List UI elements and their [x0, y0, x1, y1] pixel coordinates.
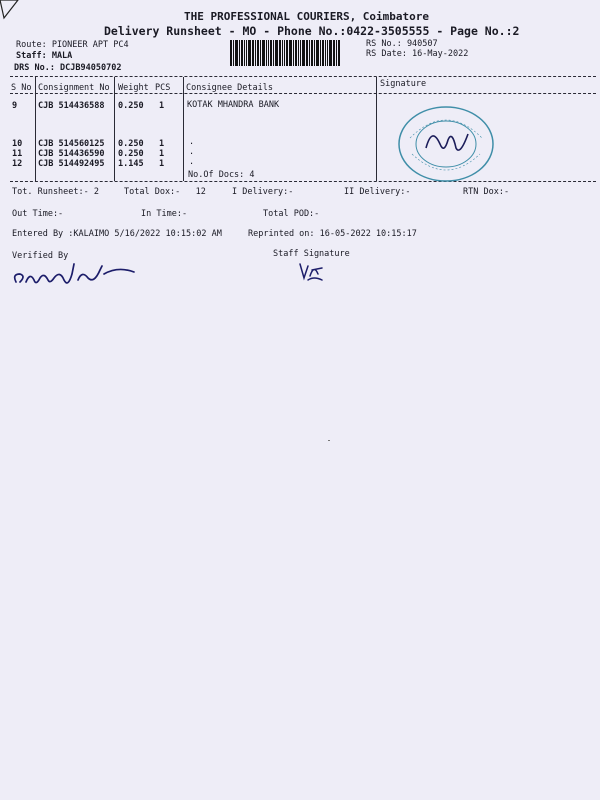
table-row-weight: 0.250: [118, 101, 144, 111]
verified-by-label: Verified By: [12, 251, 69, 261]
speck: [328, 440, 330, 441]
total-pod: Total POD:-: [263, 209, 320, 219]
header-pcs: PCS: [155, 83, 171, 93]
out-time: Out Time:-: [12, 209, 64, 219]
table-row-consignee: .: [189, 147, 195, 157]
total-dox: Total Dox:- 12: [124, 187, 206, 197]
ii-delivery: II Delivery:-: [344, 187, 411, 197]
header-consignee: Consignee Details: [186, 83, 273, 93]
in-time: In Time:-: [141, 209, 188, 219]
table-row-consignment: CJB 514436588: [38, 101, 105, 111]
table-row-weight: 0.250: [118, 139, 144, 149]
table-row-consignee: .: [189, 137, 195, 147]
table-row-sno: 10: [12, 139, 23, 149]
col-divider: [376, 77, 377, 181]
col-divider: [183, 77, 184, 181]
entered-by: Entered By :KALAIMO 5/16/2022 10:15:02 AM: [12, 229, 222, 239]
rs-date: RS Date: 16-May-2022: [366, 49, 469, 59]
reprinted-on: Reprinted on: 16-05-2022 10:15:17: [248, 229, 417, 239]
table-row-pcs: 1: [159, 139, 165, 149]
runsheet-title: Delivery Runsheet - MO - Phone No.:0422-3505555 - Page No.:2: [104, 24, 520, 38]
barcode: [230, 40, 356, 66]
table-row-weight: 0.250: [118, 149, 144, 159]
header-consignment: Consignment No: [38, 83, 110, 93]
table-row-consignment: CJB 514492495: [38, 159, 105, 169]
table-row-pcs: 1: [159, 101, 165, 111]
table-row-sno: 12: [12, 159, 23, 169]
header-sno: S No: [11, 83, 32, 93]
rtn-dox: RTN Dox:-: [463, 187, 510, 197]
table-top-rule: [10, 76, 596, 77]
col-divider: [114, 77, 115, 181]
table-row-consignee: .: [189, 157, 195, 167]
page-corner-mark: [0, 0, 22, 22]
table-row-consignment: CJB 514560125: [38, 139, 105, 149]
company-title: THE PROFESSIONAL COURIERS, Coimbatore: [184, 10, 430, 23]
table-row-consignee: KOTAK MHANDRA BANK: [187, 100, 280, 110]
i-delivery: I Delivery:-: [232, 187, 294, 197]
table-row-weight: 1.145: [118, 159, 144, 169]
table-row-sno: 11: [12, 149, 23, 159]
route-label: Route: PIONEER APT PC4: [16, 40, 129, 50]
rs-number: RS No.: 940507: [366, 39, 438, 49]
staff-signature: [296, 258, 326, 284]
staff-label: Staff: MALA: [16, 51, 73, 61]
bank-stamp: [396, 104, 496, 184]
table-row-pcs: 1: [159, 159, 165, 169]
table-row-sno: 9: [12, 101, 18, 111]
verified-by-signature: [8, 252, 138, 292]
table-row-consignment: CJB 514436590: [38, 149, 105, 159]
no-of-docs: No.Of Docs: 4: [188, 170, 255, 180]
table-row-pcs: 1: [159, 149, 165, 159]
col-divider: [35, 77, 36, 181]
header-weight: Weight: [118, 83, 149, 93]
table-bottom-rule: [10, 181, 596, 182]
header-signature: Signature: [380, 79, 427, 89]
tot-runsheet: Tot. Runsheet:- 2: [12, 187, 99, 197]
table-header-rule: [10, 93, 596, 94]
staff-signature-label: Staff Signature: [273, 249, 350, 259]
drs-number: DRS No.: DCJB94050702: [14, 63, 122, 73]
